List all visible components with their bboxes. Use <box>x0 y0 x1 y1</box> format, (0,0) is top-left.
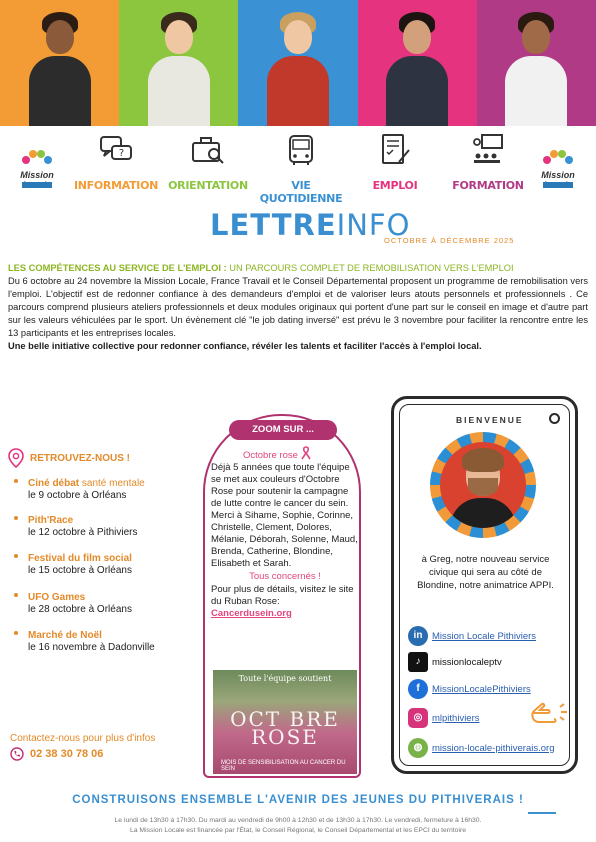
zoom-text: Déjà 5 années que toute l'équipe se met aux couleurs d'Octobre Rose pour soutenir la campagne de lutte contre le cancer du sein. Merci à Sihame, Sophie, Corinne, Christelle, Clement, Dolores, Mélanie, Déborah, Solenne, Maud, Brenda, Catherine, Blondine, Elisabeth et Sarah. Tous concernés ! Pour plus de détails, visitez le site du Ruban Rose: Cancerdusein.org <box>211 462 358 619</box>
briefcase-search-icon <box>190 132 226 168</box>
person-photo <box>265 8 331 126</box>
intro-article: LES COMPÉTENCES AU SERVICE DE L'EMPLOI : UN PARCOURS COMPLET DE REMOBILISATION VERS L'EMPLOI Du 6 octobre au 24 novembre la Mission Locale, France Travail et le Conseil Départemental proposent un programme de remobilisation vers l'emploi. L'objectif est de redonner confiance à des demandeurs d'emploi et de valoriser leurs atouts personnels et professionnels . Ce parcours comprend plusieurs ateliers professionnels et deux modules originaux qui portent d'une part sur le conseil en image et d'autre part sur les valeurs véhiculées par le sport. Un évènement clé "le job dating inversé" est prévu le 3 novembre pour faciliter la rencontre entre les 13 participants et les entreprises locales. Une belle initiative collective pour redonner confiance, révéler les talents et faciliter l'accès à l'emploi local. <box>8 263 588 351</box>
category-information: ? INFORMATION <box>68 130 164 192</box>
person-photo <box>27 8 93 126</box>
event-item: UFO Games le 28 octobre à Orléans <box>14 592 194 616</box>
photo-banner <box>0 0 596 126</box>
divider <box>528 812 556 814</box>
social-facebook[interactable]: f MissionLocalePithiviers <box>408 678 531 700</box>
event-item: Festival du film social le 15 octobre à Orléans <box>14 553 194 577</box>
camera-icon <box>549 413 560 424</box>
social-website[interactable]: ◍ mission-locale-pithiverais.org <box>408 737 555 759</box>
zoom-subtitle: Octobre rose <box>243 446 311 461</box>
svg-text:?: ? <box>118 148 125 159</box>
event-item: Pith'Race le 12 octobre à Pithiviers <box>14 515 194 539</box>
mission-locale-logo-right: Mission <box>531 150 585 196</box>
person-photo <box>146 8 212 126</box>
person-photo <box>503 8 569 126</box>
person-photo <box>384 8 450 126</box>
welcome-heading: BIENVENUE <box>456 415 524 425</box>
social-tiktok[interactable]: ♪ missionlocaleptv <box>408 651 502 673</box>
linkedin-icon: in <box>408 626 428 646</box>
contact-block: Contactez-nous pour plus d'infos 02 38 30 78 06 <box>10 733 156 760</box>
event-item: Marché de Noël le 16 novembre à Dadonville <box>14 630 194 654</box>
banner-panel <box>119 0 238 126</box>
facebook-icon: f <box>408 679 428 699</box>
phone-mockup <box>391 396 578 774</box>
footer: Le lundi de 13h30 à 17h30. Du mardi au vendredi de 9h00 à 12h30 et de 13h30 à 17h30. Le vendredi, fermeture à 16h30. La Mission Locale est financée par l'État, le Conseil Régional, le Conseil Départemental et les EPCI du territoire <box>114 817 482 834</box>
greg-portrait <box>440 442 526 528</box>
banner-panel <box>477 0 596 126</box>
zoom-badge: ZOOM SUR ... <box>229 420 337 440</box>
category-emploi: EMPLOI <box>347 130 443 192</box>
social-linkedin[interactable]: in Mission Locale Pithiviers <box>408 625 536 647</box>
mission-locale-logo-left: Mission <box>10 150 64 196</box>
phone-screen <box>399 404 570 766</box>
instagram-icon: ◎ <box>408 708 428 728</box>
category-orientation: ORIENTATION <box>160 130 256 192</box>
banner-panel <box>0 0 119 126</box>
newsletter-title: LETTREINFO <box>210 208 411 242</box>
period-label: OCTOBRE À DÉCEMBRE 2025 <box>384 236 515 245</box>
portrait-frame <box>430 432 536 538</box>
welcome-text: à Greg, notre nouveau service civique qui sera au côté de Blondine, notre animatrice APPI. <box>417 554 554 591</box>
classroom-icon <box>470 132 506 168</box>
category-formation: FORMATION <box>440 130 536 192</box>
social-instagram[interactable]: ◎ mlpithiviers <box>408 707 480 729</box>
map-pin-icon <box>8 448 24 468</box>
events-section: RETROUVEZ-NOUS ! <box>8 448 193 468</box>
category-vie-quotidienne: VIE QUOTIDIENNE <box>253 130 349 205</box>
banner-panel <box>358 0 477 126</box>
event-item: Ciné débat santé mentale le 9 octobre à Orléans <box>14 478 194 502</box>
pointing-hand-icon <box>528 701 570 727</box>
cancerdusein-link[interactable]: Cancerdusein.org <box>211 608 292 619</box>
pink-ribbon-icon <box>301 446 311 460</box>
bus-icon <box>283 132 319 168</box>
phone-icon <box>10 747 24 761</box>
contract-signature-icon <box>377 132 413 168</box>
phone-number[interactable]: 02 38 30 78 06 <box>30 748 104 760</box>
slogan: CONSTRUISONS ENSEMBLE L'AVENIR DES JEUNES DU PITHIVERAIS ! <box>72 794 524 806</box>
octobre-rose-photo: Toute l'équipe soutient OCT BRE ROSE MOIS DE SENSIBILISATION AU CANCER DU SEIN <box>213 670 357 774</box>
speech-bubbles-icon <box>98 132 134 168</box>
tiktok-icon: ♪ <box>408 652 428 672</box>
globe-icon: ◍ <box>408 738 428 758</box>
zoom-card <box>203 414 361 778</box>
banner-panel <box>238 0 357 126</box>
